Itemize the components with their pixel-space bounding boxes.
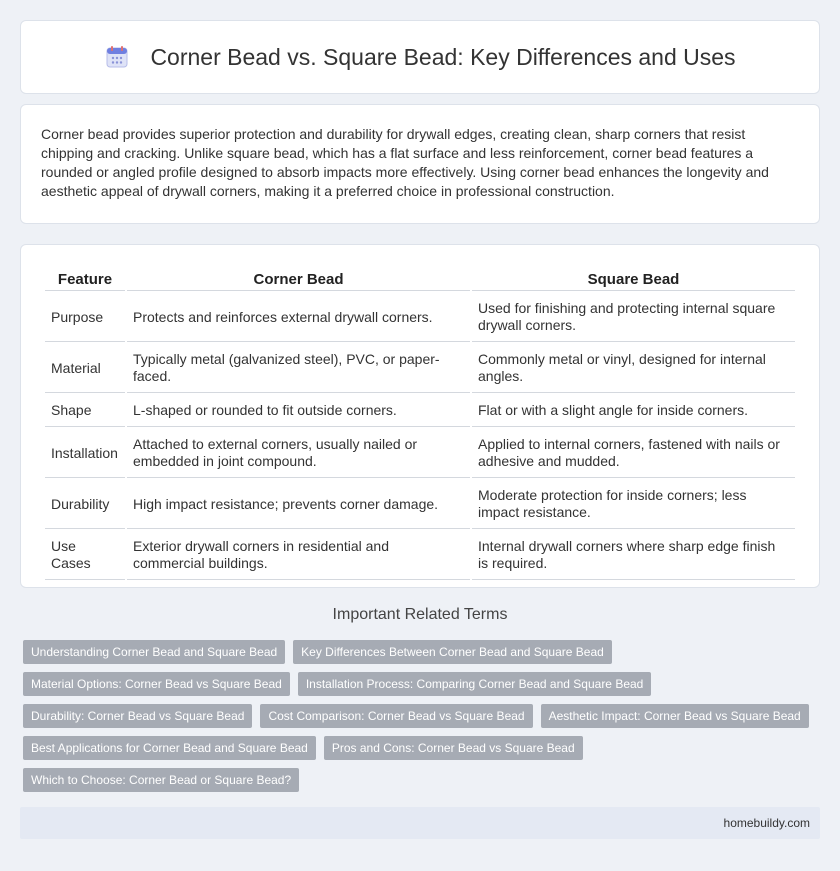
header-feature: Feature — [45, 267, 125, 291]
related-tag[interactable]: Installation Process: Comparing Corner Bead and Square Bead — [298, 672, 652, 696]
footer — [20, 807, 820, 839]
comparison-table — [43, 265, 797, 582]
square-bead-cell: Applied to internal corners, fastened with nails or adhesive and mudded. — [472, 429, 795, 478]
feature-cell: Durability — [45, 480, 125, 529]
related-tag[interactable]: Aesthetic Impact: Corner Bead vs Square Bead — [541, 704, 809, 728]
intro-card — [20, 104, 820, 224]
feature-cell: Installation — [45, 429, 125, 478]
corner-bead-cell: Exterior drywall corners in residential and commercial buildings. — [127, 531, 470, 580]
table-row — [45, 293, 795, 342]
related-tag[interactable]: Pros and Cons: Corner Bead vs Square Bead — [324, 736, 583, 760]
table-row — [45, 480, 795, 529]
calendar-icon — [104, 44, 130, 70]
square-bead-cell: Moderate protection for inside corners; less impact resistance. — [472, 480, 795, 529]
page-title: Corner Bead vs. Square Bead: Key Differences and Uses — [150, 43, 736, 70]
square-bead-cell: Internal drywall corners where sharp edge finish is required. — [472, 531, 795, 580]
related-tag[interactable]: Material Options: Corner Bead vs Square Bead — [23, 672, 290, 696]
related-terms-title: Important Related Terms — [332, 606, 508, 623]
header-square-bead: Square Bead — [472, 267, 795, 291]
header-corner-bead: Corner Bead — [127, 267, 470, 291]
comparison-card — [20, 244, 820, 588]
square-bead-cell: Used for finishing and protecting internal square drywall corners. — [472, 293, 795, 342]
table-row — [45, 429, 795, 478]
related-tag[interactable]: Which to Choose: Corner Bead or Square Bead? — [23, 768, 299, 792]
table-header-row — [45, 267, 795, 291]
related-tag[interactable]: Best Applications for Corner Bead and Square Bead — [23, 736, 316, 760]
related-tag[interactable]: Key Differences Between Corner Bead and Square Bead — [293, 640, 612, 664]
related-tag[interactable]: Cost Comparison: Corner Bead vs Square Bead — [260, 704, 532, 728]
feature-cell: Purpose — [45, 293, 125, 342]
square-bead-cell: Commonly metal or vinyl, designed for internal angles. — [472, 344, 795, 393]
corner-bead-cell: Typically metal (galvanized steel), PVC, or paper-faced. — [127, 344, 470, 393]
corner-bead-cell: L-shaped or rounded to fit outside corners. — [127, 395, 470, 427]
corner-bead-cell: Attached to external corners, usually nailed or embedded in joint compound. — [127, 429, 470, 478]
related-tag[interactable]: Durability: Corner Bead vs Square Bead — [23, 704, 252, 728]
related-tags — [20, 640, 820, 792]
corner-bead-cell: Protects and reinforces external drywall corners. — [127, 293, 470, 342]
feature-cell: Shape — [45, 395, 125, 427]
corner-bead-cell: High impact resistance; prevents corner damage. — [127, 480, 470, 529]
related-tag[interactable]: Understanding Corner Bead and Square Bead — [23, 640, 285, 664]
square-bead-cell: Flat or with a slight angle for inside corners. — [472, 395, 795, 427]
feature-cell: Material — [45, 344, 125, 393]
table-row — [45, 395, 795, 427]
header-card — [20, 20, 820, 94]
intro-text: Corner bead provides superior protection and durability for drywall edges, creating clean, sharp corners that resist chipping and cracking. Unlike square bead, which has a flat surface and less reinforcement, corner bead features a rounded or angled profile designed to absorb impacts more effectively. Using corner bead enhances the longevity and aesthetic appeal of drywall corners, making it a preferred choice in professional construction. — [41, 126, 769, 199]
related-terms-section — [20, 606, 820, 792]
table-row — [45, 344, 795, 393]
feature-cell: Use Cases — [45, 531, 125, 580]
table-row — [45, 531, 795, 580]
footer-site[interactable]: homebuildy.com — [723, 816, 810, 830]
